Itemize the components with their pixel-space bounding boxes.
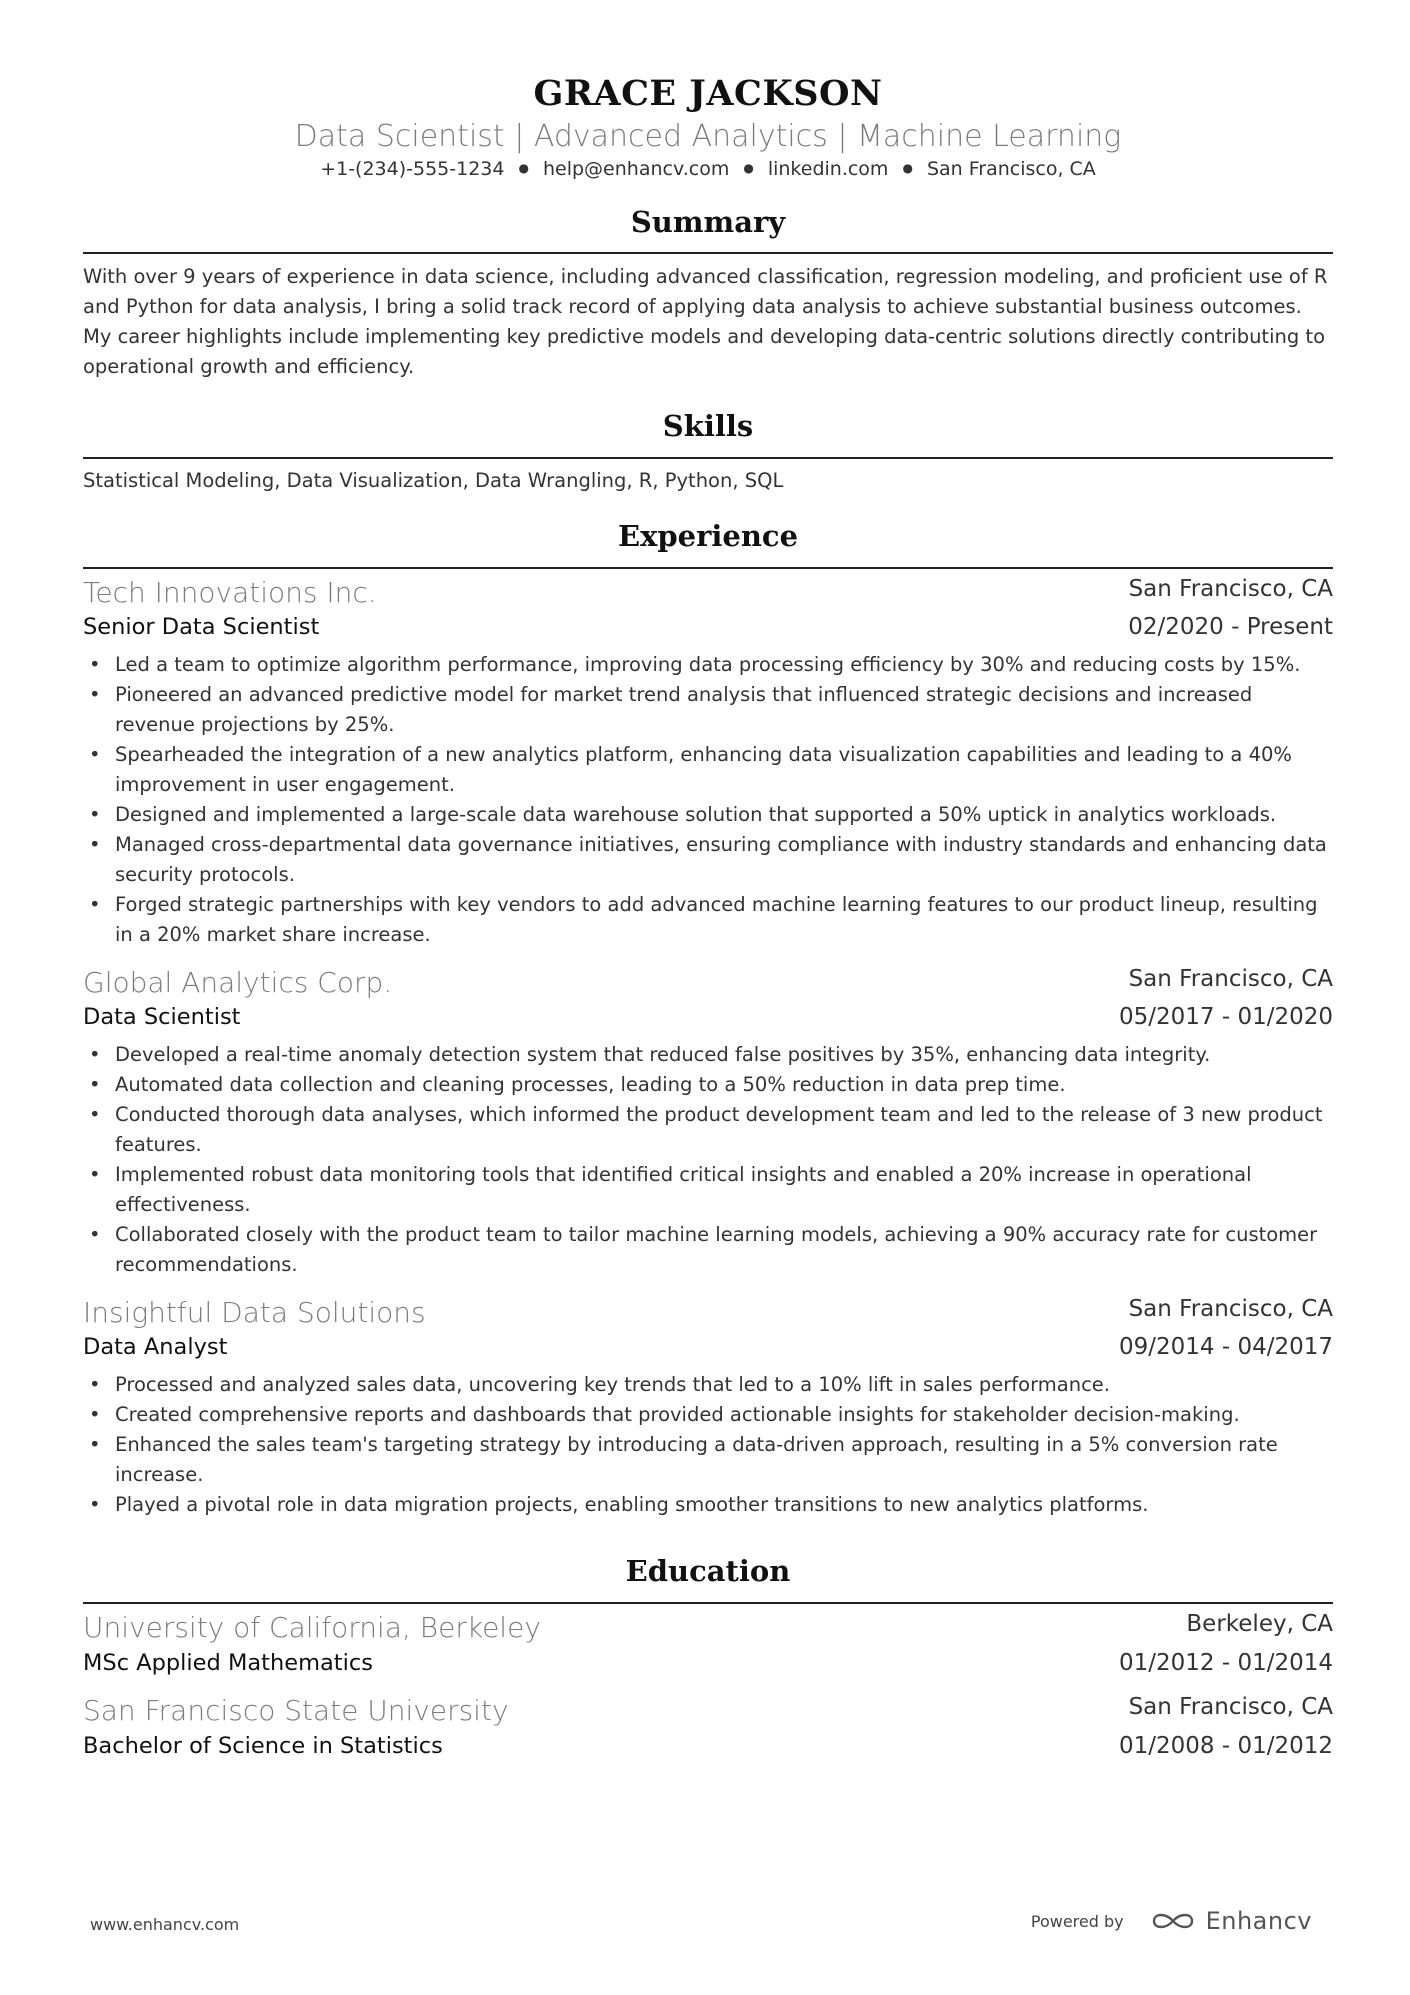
infinity-logo-icon (1150, 1909, 1196, 1933)
job-location: San Francisco, CA (1128, 1296, 1333, 1322)
bullet-item: • Designed and implemented a large-scale data warehouse solution that supported a 50% uptick in analytics workloads. (83, 800, 1333, 830)
degree-name: MSc Applied Mathematics (83, 1650, 373, 1676)
phone-number[interactable]: +1-(234)-555-1234 (320, 158, 505, 180)
summary-heading: Summary (630, 205, 786, 239)
summary-divider (83, 252, 1333, 254)
job-dates: 09/2014 - 04/2017 (1118, 1334, 1333, 1360)
education-heading: Education (625, 1554, 791, 1588)
education-dates: 01/2008 - 01/2012 (1118, 1733, 1333, 1759)
bullet-item: • Created comprehensive reports and dashboards that provided actionable insights for stakeholder decision-making. (83, 1400, 1333, 1430)
bullet-item: • Collaborated closely with the product team to tailor machine learning models, achieving a 90% accuracy rate for customer recommendations. (83, 1220, 1333, 1280)
brand-name: Enhancv (1205, 1907, 1312, 1935)
skills-heading: Skills (662, 409, 754, 443)
company-name: Tech Innovations Inc. (83, 576, 377, 609)
bullet-item: • Enhanced the sales team's targeting strategy by introducing a data-driven approach, resulting in a 5% conversion rate increase. (83, 1430, 1333, 1490)
education-dates: 01/2012 - 01/2014 (1118, 1650, 1333, 1676)
job-bullets (83, 650, 1333, 950)
separator-dot-icon: ● (518, 160, 529, 175)
bullet-item: • Pioneered an advanced predictive model for market trend analysis that influenced strategic decisions and increased revenue projections by 25%. (83, 680, 1333, 740)
separator-dot-icon: ● (743, 160, 754, 175)
job-location: San Francisco, CA (1128, 576, 1333, 602)
contact-location: San Francisco, CA (926, 158, 1096, 180)
school-location: Berkeley, CA (1186, 1611, 1333, 1637)
bullet-item: • Led a team to optimize algorithm performance, improving data processing efficiency by 30% and reducing costs by 15%. (83, 650, 1333, 680)
school-name: University of California, Berkeley (83, 1611, 541, 1644)
job-title: Senior Data Scientist (83, 614, 320, 640)
company-name: Insightful Data Solutions (83, 1296, 426, 1329)
footer-website-link[interactable]: www.enhancv.com (90, 1915, 240, 1934)
footer-branding[interactable] (1031, 1907, 1312, 1935)
skills-text: Statistical Modeling, Data Visualization, Data Wrangling, R, Python, SQL (83, 469, 784, 492)
job-location: San Francisco, CA (1128, 966, 1333, 992)
school-location: San Francisco, CA (1128, 1694, 1333, 1720)
job-bullets (83, 1040, 1333, 1280)
bullet-item: • Implemented robust data monitoring tools that identified critical insights and enabled a 20% increase in operational effectiveness. (83, 1160, 1333, 1220)
bullet-item: • Forged strategic partnerships with key vendors to add advanced machine learning features to our product lineup, resulting in a 20% market share increase. (83, 890, 1333, 950)
bullet-item: • Automated data collection and cleaning processes, leading to a 50% reduction in data prep time. (83, 1070, 1333, 1100)
summary-text: With over 9 years of experience in data science, including advanced classification, regression modeling, and proficient use of R and Python for data analysis, I bring a solid track record of applying data analysis to achieve substantial business outcomes. My career highlights include implementing key predictive models and developing data-centric solutions directly contributing to operational growth and efficiency. (83, 265, 1328, 378)
bullet-item: • Processed and analyzed sales data, uncovering key trends that led to a 10% lift in sales performance. (83, 1370, 1333, 1400)
contact-line (83, 158, 1333, 180)
experience-heading: Experience (617, 519, 799, 553)
candidate-name: GRACE JACKSON (533, 73, 883, 114)
job-dates: 02/2020 - Present (1128, 614, 1333, 640)
job-title: Data Analyst (83, 1334, 228, 1360)
experience-divider (83, 567, 1333, 569)
education-divider (83, 1602, 1333, 1604)
job-dates: 05/2017 - 01/2020 (1118, 1004, 1333, 1030)
linkedin-link[interactable]: linkedin.com (767, 158, 889, 180)
company-name: Global Analytics Corp. (83, 966, 393, 999)
bullet-item: • Managed cross-departmental data governance initiatives, ensuring compliance with industry standards and enhancing data security protocols. (83, 830, 1333, 890)
separator-dot-icon: ● (902, 160, 913, 175)
skills-divider (83, 457, 1333, 459)
email-link[interactable]: help@enhancv.com (542, 158, 730, 180)
job-title: Data Scientist (83, 1004, 241, 1030)
bullet-item: • Developed a real-time anomaly detection system that reduced false positives by 35%, enhancing data integrity. (83, 1040, 1333, 1070)
bullet-item: • Conducted thorough data analyses, which informed the product development team and led to the release of 3 new product features. (83, 1100, 1333, 1160)
powered-by-label: Powered by (1030, 1911, 1124, 1931)
bullet-item: • Spearheaded the integration of a new analytics platform, enhancing data visualization capabilities and leading to a 40% improvement in user engagement. (83, 740, 1333, 800)
job-bullets (83, 1370, 1333, 1520)
bullet-item: • Played a pivotal role in data migration projects, enabling smoother transitions to new analytics platforms. (83, 1490, 1333, 1520)
degree-name: Bachelor of Science in Statistics (83, 1733, 443, 1759)
school-name: San Francisco State University (83, 1694, 509, 1727)
candidate-headline: Data Scientist | Advanced Analytics | Machine Learning (294, 119, 1122, 154)
